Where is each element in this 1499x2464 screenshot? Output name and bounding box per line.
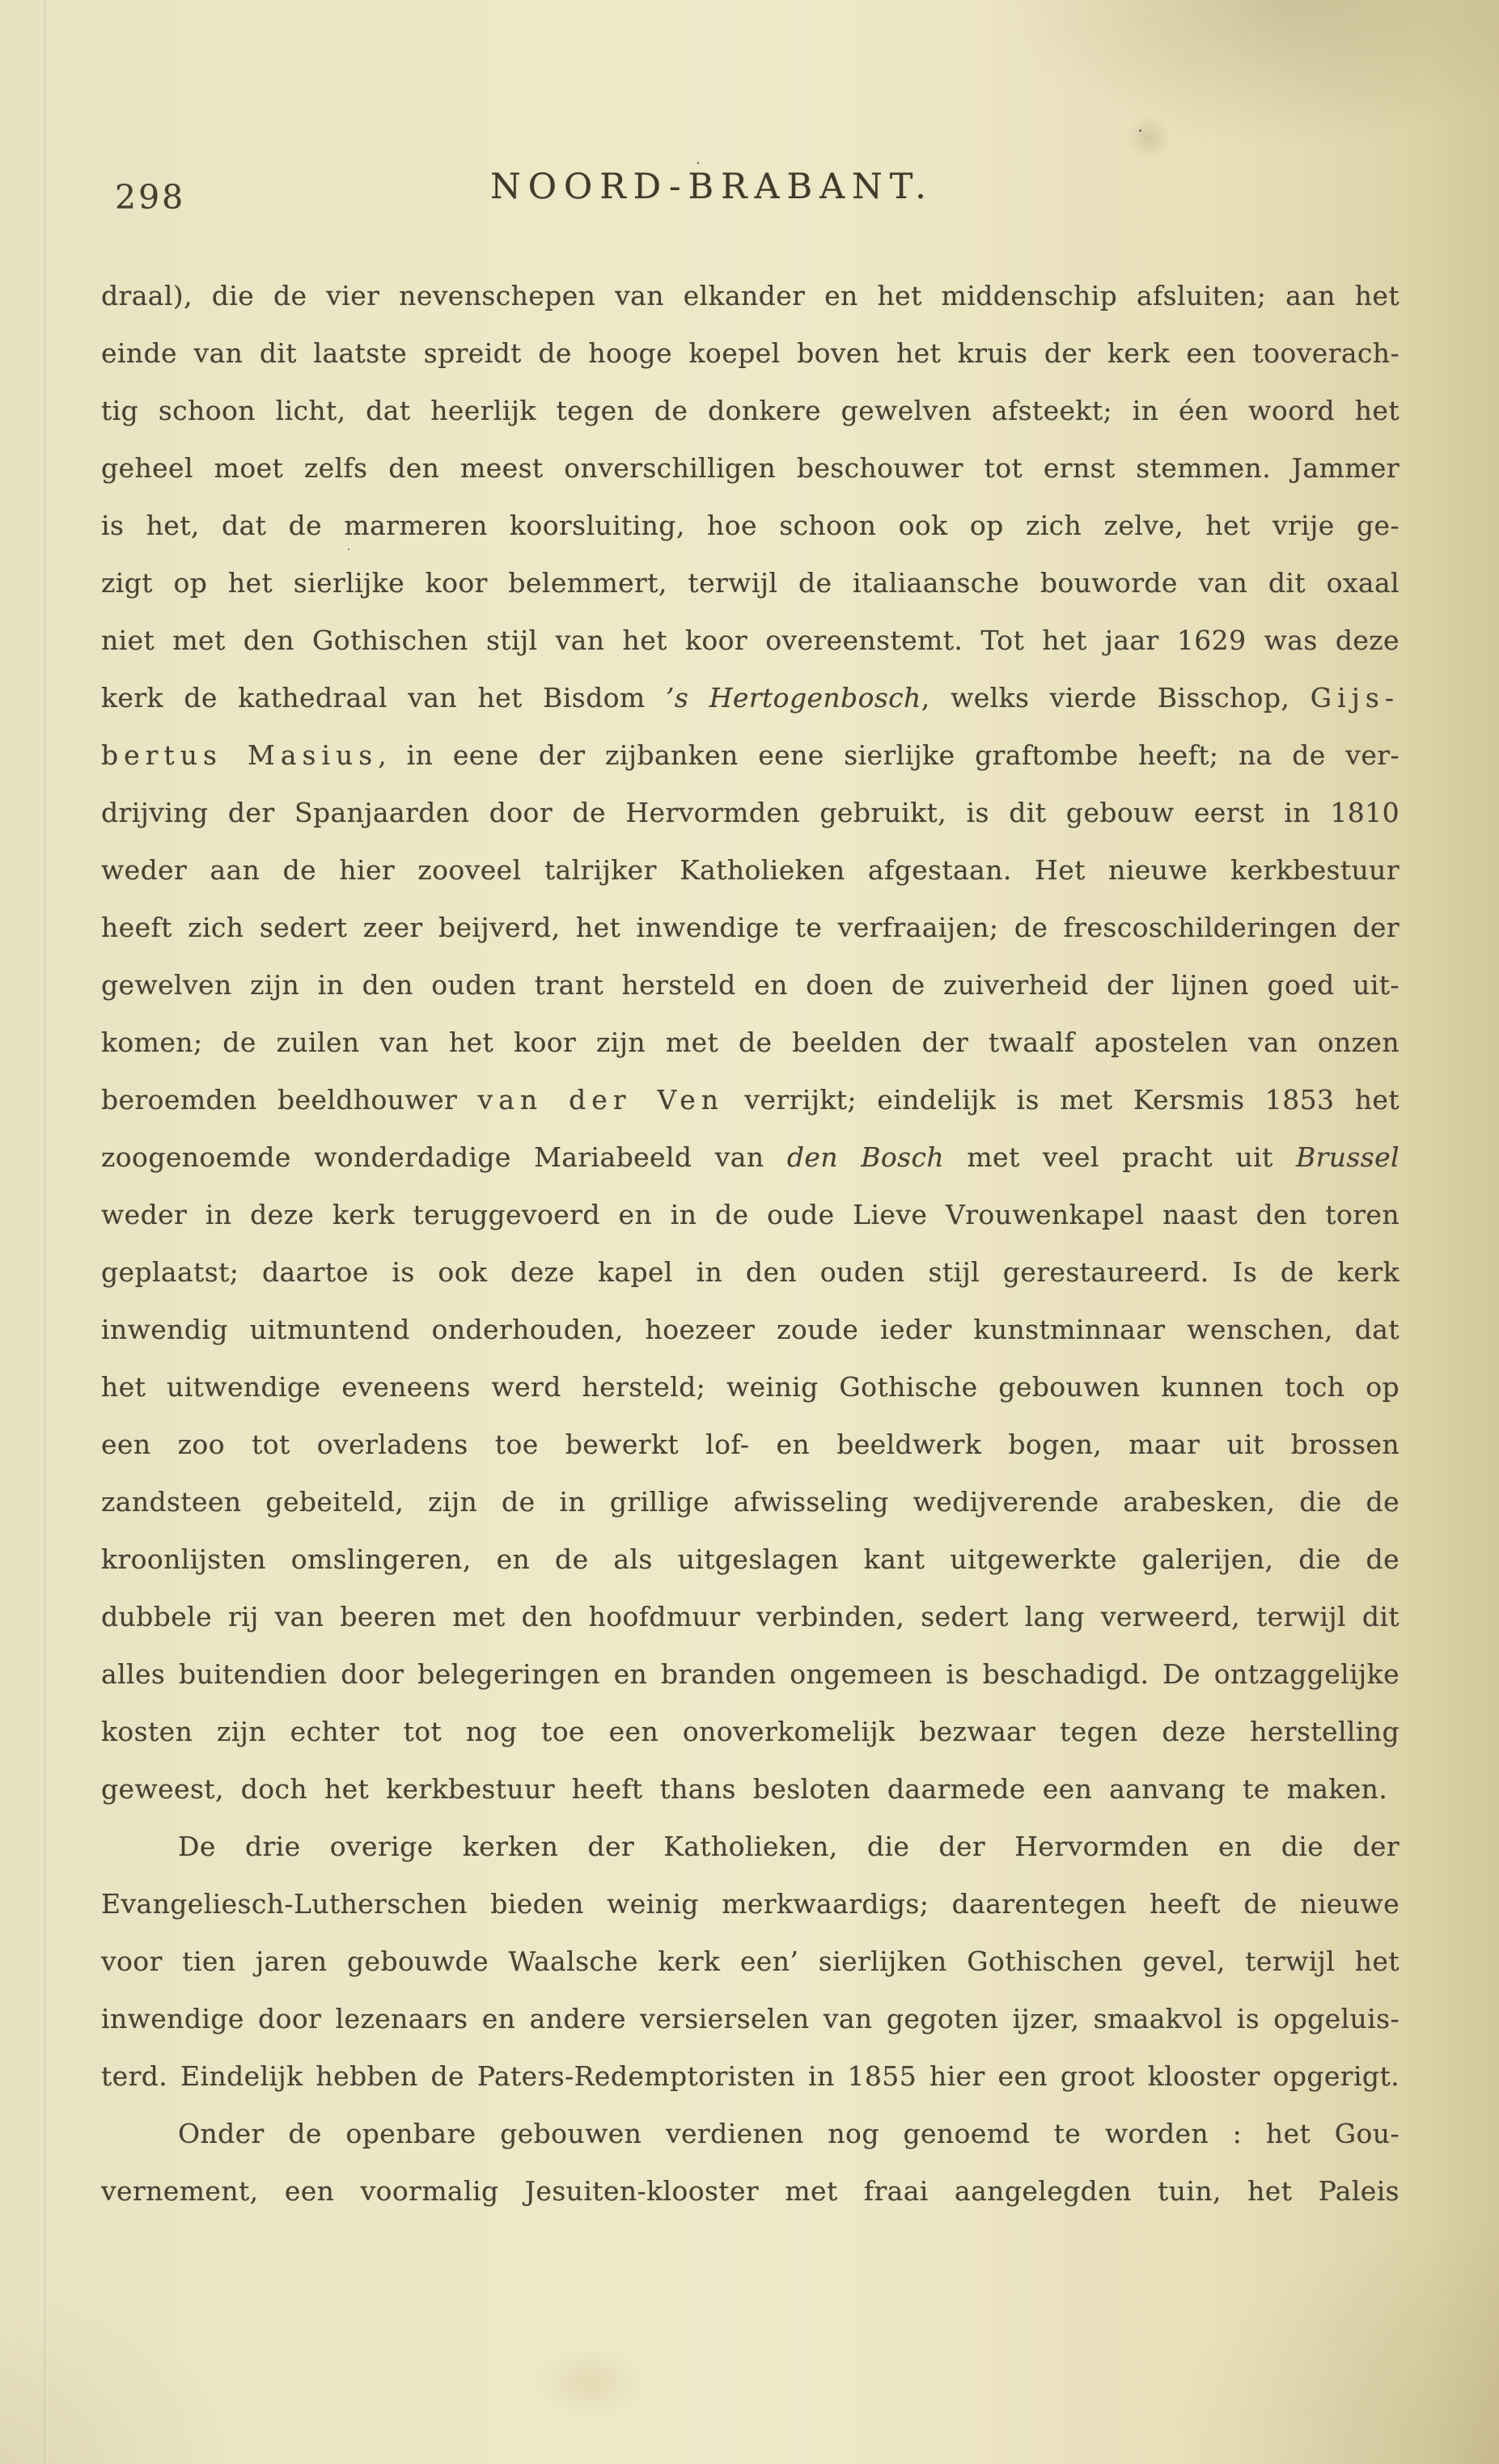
text-line [101, 1933, 1399, 1990]
page-number: 298 [115, 178, 186, 217]
text-segment: geplaatst; daartoe is ook deze kapel in den ouden stijl gerestaureerd. Is de kerk [101, 1256, 1399, 1288]
text-segment: kroonlijsten omslingeren, en de als uitgeslagen kant uitgewerkte galerijen, die de [101, 1543, 1399, 1575]
text-segment: voor tien jaren gebouwde Waalsche kerk een’ sierlijken Gothischen gevel, terwijl het [101, 1945, 1399, 1977]
text-segment: dubbele rij van beeren met den hoofdmuur verbinden, sedert lang verweerd, terwijl dit [101, 1601, 1399, 1632]
text-line [101, 1243, 1399, 1301]
text-line [101, 1990, 1399, 2047]
text-line [101, 497, 1399, 554]
text-line [101, 956, 1399, 1014]
text-line [101, 1645, 1399, 1703]
text-line [101, 267, 1399, 324]
text-segment: met veel pracht uit [944, 1141, 1296, 1173]
text-segment: niet met den Gothischen stijl van het koor overeenstemt. Tot het jaar 1629 was deze [101, 624, 1399, 656]
text-segment: heeft zich sedert zeer beijverd, het inwendige te verfraaijen; de frescoschilderingen der [101, 912, 1399, 943]
text-segment: is het, dat de marmeren koorsluiting, hoe schoon ook op zich zelve, het vrije ge- [101, 510, 1399, 541]
text-segment: alles buitendien door belegeringen en branden ongemeen is beschadigd. De ontzaggelijke [101, 1658, 1399, 1690]
text-line [101, 1530, 1399, 1588]
text-segment: draal), die de vier nevenschepen van elkander en het middenschip afsluiten; aan het [101, 280, 1399, 311]
text-segment: terd. Eindelijk hebben de Paters-Redemptoristen in 1855 hier een groot klooster opgerigt. [101, 2060, 1399, 2092]
text-segment: tig schoon licht, dat heerlijk tegen de donkere gewelven afsteekt; in éen woord het [101, 395, 1399, 426]
scan-speck [697, 162, 699, 164]
italic-text: Brussel [1295, 1141, 1399, 1173]
text-segment: beroemden beeldhouwer [101, 1084, 478, 1116]
paper-stain [1124, 113, 1173, 162]
italic-text: ’s Hertogenbosch [666, 682, 921, 713]
text-line [101, 324, 1399, 382]
text-segment: zigt op het sierlijke koor belemmert, terwijl de italiaansche bouworde van dit oxaal [101, 567, 1399, 599]
page-crease [44, 0, 48, 2464]
text-segment: , in eene der zijbanken eene sierlijke graftombe heeft; na de ver- [378, 739, 1399, 771]
text-segment: verrijkt; eindelijk is met Kersmis 1853 het [724, 1084, 1399, 1116]
text-line [101, 841, 1399, 899]
text-line [101, 1071, 1399, 1128]
text-line [101, 1186, 1399, 1243]
text-segment: kerk de kathedraal van het Bisdom [101, 682, 667, 713]
text-segment: vernement, een voormalig Jesuiten-klooster met fraai aangelegden tuin, het Paleis [101, 2175, 1399, 2207]
text-segment: Onder de openbare gebouwen verdienen nog genoemd te worden : het Gou- [178, 2118, 1399, 2149]
text-line [101, 1128, 1399, 1186]
text-line [101, 2047, 1399, 2105]
letterspaced-name: van der Ven [477, 1084, 725, 1116]
text-segment: De drie overige kerken der Katholieken, die der Hervormden en die der [178, 1831, 1399, 1862]
text-segment: drijving der Spanjaarden door de Hervormden gebruikt, is dit gebouw eerst in 1810 [101, 797, 1399, 828]
letterspaced-name: Gijs- [1310, 682, 1399, 713]
body-text [101, 267, 1399, 2220]
text-line [101, 439, 1399, 497]
italic-text: den Bosch [786, 1141, 945, 1173]
text-segment: komen; de zuilen van het koor zijn met de beelden der twaalf apostelen van onzen [101, 1027, 1399, 1058]
text-segment: een zoo tot overladens toe bewerkt lof- en beeldwerk bogen, maar uit brossen [101, 1429, 1399, 1460]
text-line [101, 1301, 1399, 1358]
text-segment: inwendige door lezenaars en andere versierselen van gegoten ijzer, smaakvol is opgeluis- [101, 2003, 1399, 2034]
text-line [101, 554, 1399, 612]
text-line [101, 1473, 1399, 1530]
running-header: NOORD-BRABANT. [490, 167, 934, 207]
letterspaced-name: bertus Masius [101, 739, 379, 771]
text-line [101, 1358, 1399, 1416]
text-line [101, 1760, 1399, 1818]
text-line [101, 1875, 1399, 1933]
text-segment: kosten zijn echter tot nog toe een onoverkomelijk bezwaar tegen deze herstelling [101, 1716, 1399, 1747]
text-line [101, 1703, 1399, 1760]
text-line [101, 899, 1399, 956]
text-line [101, 612, 1399, 669]
text-line [101, 2162, 1399, 2220]
text-segment: Evangeliesch-Lutherschen bieden weinig merkwaardigs; daarentegen heeft de nieuwe [101, 1888, 1399, 1920]
text-segment: , welks vierde Bisschop, [921, 682, 1311, 713]
text-segment: inwendig uitmuntend onderhouden, hoezeer zoude ieder kunstminnaar wenschen, dat [101, 1314, 1399, 1345]
scan-speck [1139, 129, 1141, 132]
text-line [101, 1416, 1399, 1473]
text-line [101, 669, 1399, 726]
text-segment: gewelven zijn in den ouden trant hersteld en doen de zuiverheid der lijnen goed uit- [101, 969, 1399, 1001]
text-line [101, 1014, 1399, 1071]
text-line [101, 784, 1399, 841]
text-line [101, 726, 1399, 784]
text-segment: zandsteen gebeiteld, zijn de in grillige afwisseling wedijverende arabesken, die de [101, 1486, 1399, 1518]
text-segment: weder aan de hier zooveel talrijker Katholieken afgestaan. Het nieuwe kerkbestuur [101, 854, 1399, 886]
text-segment: zoogenoemde wonderdadige Mariabeeld van [101, 1141, 787, 1173]
text-segment: einde van dit laatste spreidt de hooge koepel boven het kruis der kerk een tooverach- [101, 337, 1399, 369]
text-segment: geweest, doch het kerkbestuur heeft thans besloten daarmede een aanvang te maken. [101, 1773, 1388, 1805]
text-line [101, 1818, 1399, 1875]
text-segment: weder in deze kerk teruggevoerd en in de oude Lieve Vrouwenkapel naast den toren [101, 1199, 1399, 1230]
paper-stain [534, 2346, 647, 2419]
text-segment: geheel moet zelfs den meest onverschilligen beschouwer tot ernst stemmen. Jammer [101, 452, 1399, 484]
text-segment: het uitwendige eveneens werd hersteld; weinig Gothische gebouwen kunnen toch op [101, 1371, 1399, 1403]
text-line [101, 1588, 1399, 1645]
text-line [101, 2105, 1399, 2162]
text-line [101, 382, 1399, 439]
